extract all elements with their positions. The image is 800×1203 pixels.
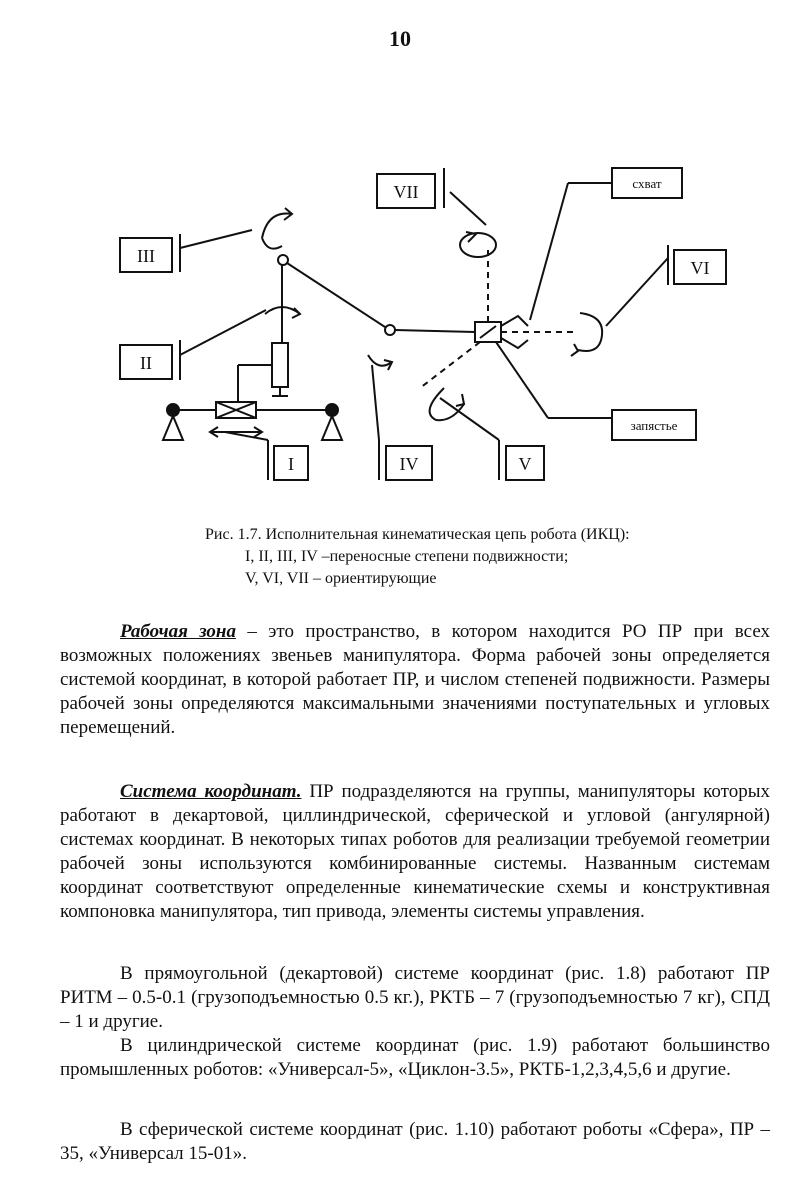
- gripper-upper-jaw: [501, 316, 528, 326]
- caption-line-1: Рис. 1.7. Исполнительная кинематическая цепь робота (ИКЦ):: [205, 526, 630, 543]
- text-cylindrical: В цилиндрической системе координат (рис. 1.9) работают большинство промышленных роботов: «Универсал-5», «Циклон-3.5», РКТБ-1,2,3,4,5,6 и другие.: [60, 1035, 770, 1080]
- upper-arm-link: [287, 263, 385, 327]
- label-box-iv: [379, 440, 432, 480]
- text-work-zone: – это пространство, в котором находится РО ПР при всех возможных положениях звеньев манипулятора. Форма рабочей зоны определяется системой координат, в которой работает ПР, и числом степеней подвижности. Размеры рабочей зоны определяются максимальными значениями поступательных и угловых перемещений.: [60, 621, 771, 738]
- label-box-i: [268, 440, 308, 480]
- paragraph-rectangular: [60, 962, 770, 1034]
- label-box-wrist: [612, 410, 696, 440]
- forearm-link: [395, 330, 475, 332]
- label-box-v: [499, 440, 544, 480]
- label-box-vi: [668, 245, 726, 285]
- kinematic-chain-diagram: [0, 150, 800, 500]
- label-box-ii: [120, 340, 180, 380]
- label-box-iii: [120, 234, 180, 272]
- caption-line-2: I, II, III, IV –переносные степени подвижности;: [245, 548, 569, 565]
- paragraph-work-zone: [60, 620, 770, 740]
- left-support: [163, 416, 183, 440]
- text-rectangular: В прямоугольной (декартовой) системе координат (рис. 1.8) работают ПР РИТМ – 0.5-0.1 (грузоподъемностью 0.5 кг.), РКТБ – 7 (грузоподъемностью 7 кг), СПД – 1 и другие.: [60, 963, 770, 1032]
- lift-cylinder: [272, 343, 288, 387]
- text-spherical: В сферической системе координат (рис. 1.10) работают роботы «Сфера», ПР – 35, «Универсал 15-01».: [60, 1119, 770, 1164]
- label-wrist: запястье: [630, 418, 678, 433]
- label-iii: III: [137, 246, 155, 266]
- text-coord-system: ПР подразделяются на группы, манипуляторы которых работают в декартовой, циллиндрической, сферической и угловой (ангулярной) системах координат. В некоторых типах роботов для реализации требуемой геометрии рабочей зоны используются комбинированные системы. Названным системам координат соответствуют определенные кинематические схемы и конструктивная компоновка манипулятора, тип привода, элементы системы управления.: [60, 781, 771, 922]
- caption-line-3: V, VI, VII – ориентирующие: [245, 570, 437, 587]
- paragraph-coord-system: [60, 780, 770, 924]
- paragraph-cylindrical: [60, 1034, 770, 1082]
- label-iv: IV: [399, 454, 419, 474]
- label-grip: схват: [632, 176, 662, 191]
- figure-caption: [205, 524, 765, 590]
- term-coord-system: Система координат.: [120, 781, 302, 802]
- right-support: [322, 416, 342, 440]
- term-work-zone: Рабочая зона: [120, 621, 236, 642]
- shoulder-joint: [278, 255, 288, 265]
- gripper-lower-jaw: [501, 338, 528, 348]
- label-vi: VI: [690, 258, 710, 278]
- label-v: V: [518, 454, 532, 474]
- label-box-vii: [377, 168, 444, 208]
- page-number: 10: [389, 26, 411, 51]
- label-vii: VII: [393, 182, 419, 202]
- label-i: I: [288, 454, 294, 474]
- elbow-joint: [385, 325, 395, 335]
- label-ii: II: [140, 353, 152, 373]
- paragraph-spherical: [60, 1118, 770, 1166]
- label-box-grip: [612, 168, 682, 198]
